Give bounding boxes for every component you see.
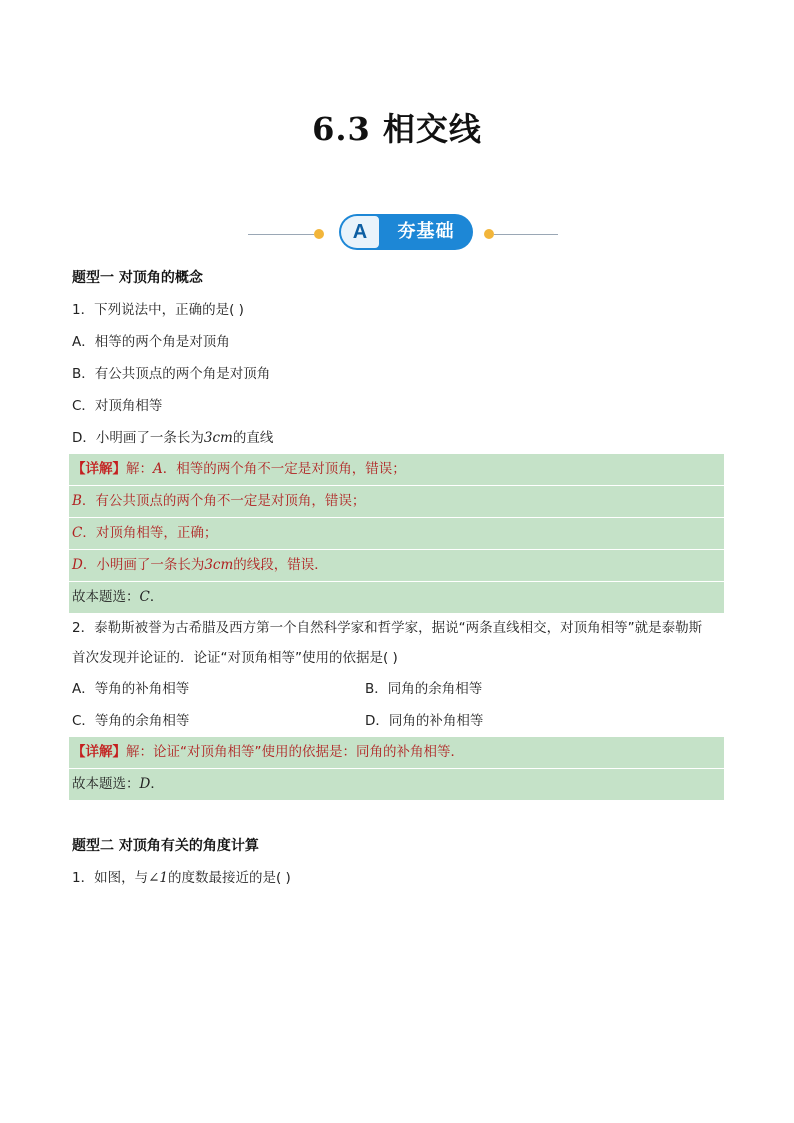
answer-line1-text: ．相等的两个角不一定是对顶角，错误； (162, 461, 406, 477)
banner-line-left (248, 234, 314, 235)
answer-line1-letter: A (153, 461, 163, 477)
answer-line4-unit: 3cm (204, 557, 234, 573)
s2-q1-angle: ∠1 (148, 870, 168, 886)
s2-q1-before: 1．如图，与 (72, 870, 149, 886)
banner-dot-right (484, 229, 494, 239)
q1-option-b: B．有公共顶点的两个角是对顶角 (72, 366, 271, 382)
q1-answer-line-2 (69, 486, 724, 518)
answer-line4-after: 的线段，错误． (233, 557, 328, 573)
section-banner (0, 212, 794, 252)
q2-option-b: B．同角的余角相等 (365, 681, 483, 697)
q2-answer-final-suffix: ． (150, 776, 164, 792)
q1-answer-line-4 (69, 550, 724, 582)
q2-options-row-2 (72, 705, 724, 737)
q2-answer-final-letter: D (139, 776, 151, 792)
section2-heading: 题型二 对顶角有关的角度计算 (72, 838, 259, 854)
q1-option-d-unit: 3cm (203, 430, 233, 446)
answer-line3-text: ．对顶角相等，正确； (82, 525, 218, 541)
q2-answer-line1-text: 解：论证“对顶角相等”使用的依据是：同角的补角相等． (126, 744, 464, 760)
answer-final-prefix: 故本题选： (72, 589, 140, 605)
banner-line-right (494, 234, 558, 235)
content-area (72, 262, 724, 894)
section1-heading: 题型一 对顶角的概念 (72, 270, 203, 286)
section-spacer (72, 800, 724, 830)
q2-option-c: C．等角的余角相等 (72, 713, 190, 729)
q1-option-c: C．对顶角相等 (72, 398, 163, 414)
q1-answer-box (69, 454, 724, 613)
banner-pill (339, 214, 473, 250)
answer-line3-letter: C (72, 525, 83, 541)
q2-answer-final (69, 769, 724, 800)
answer-line1-prefix: 解： (126, 461, 153, 477)
q1-stem: 1．下列说法中，正确的是( ) (72, 302, 244, 318)
q1-answer-line-1 (69, 454, 724, 486)
answer-line2-letter: B (72, 493, 82, 509)
q1-answer-final (69, 582, 724, 613)
q2-option-d: D．同角的补角相等 (365, 713, 484, 729)
q2-stem-line-2: 首次发现并论证的．论证“对顶角相等”使用的依据是( ) (72, 650, 398, 666)
q2-answer-box (69, 737, 724, 800)
banner-label: 夯基础 (397, 221, 455, 242)
q2-stem-line-1: 2．泰勒斯被誉为古希腊及西方第一个自然科学家和哲学家，据说“两条直线相交，对顶角相等”就是泰勒斯 (72, 620, 703, 636)
answer-line4-letter: D (72, 557, 83, 573)
q1-answer-line-3 (69, 518, 724, 550)
answer-tag: 【详解】 (72, 461, 126, 477)
answer-final-letter: C (139, 589, 150, 605)
page-title: 6.3 相交线 (312, 110, 482, 148)
banner-letter: A (341, 216, 379, 248)
q1-option-d (72, 422, 724, 454)
s2-q1-stem (72, 862, 724, 894)
q2-answer-final-prefix: 故本题选： (72, 776, 140, 792)
answer-line4-before: ．小明画了一条长为 (82, 557, 205, 573)
s2-q1-after: 的度数最接近的是( ) (168, 870, 291, 886)
q2-option-a: A．等角的补角相等 (72, 681, 190, 697)
q2-answer-tag: 【详解】 (72, 744, 126, 760)
q1-option-a: A．相等的两个角是对顶角 (72, 334, 230, 350)
q2-options-row-1 (72, 673, 724, 705)
answer-line2-text: ．有公共顶点的两个角不一定是对顶角，错误； (81, 493, 366, 509)
q2-answer-line-1 (69, 737, 724, 769)
answer-final-suffix: ． (149, 589, 164, 605)
banner-dot-left (314, 229, 324, 239)
q1-option-d-before: D．小明画了一条长为 (72, 430, 204, 446)
q1-option-d-after: 的直线 (232, 430, 274, 446)
